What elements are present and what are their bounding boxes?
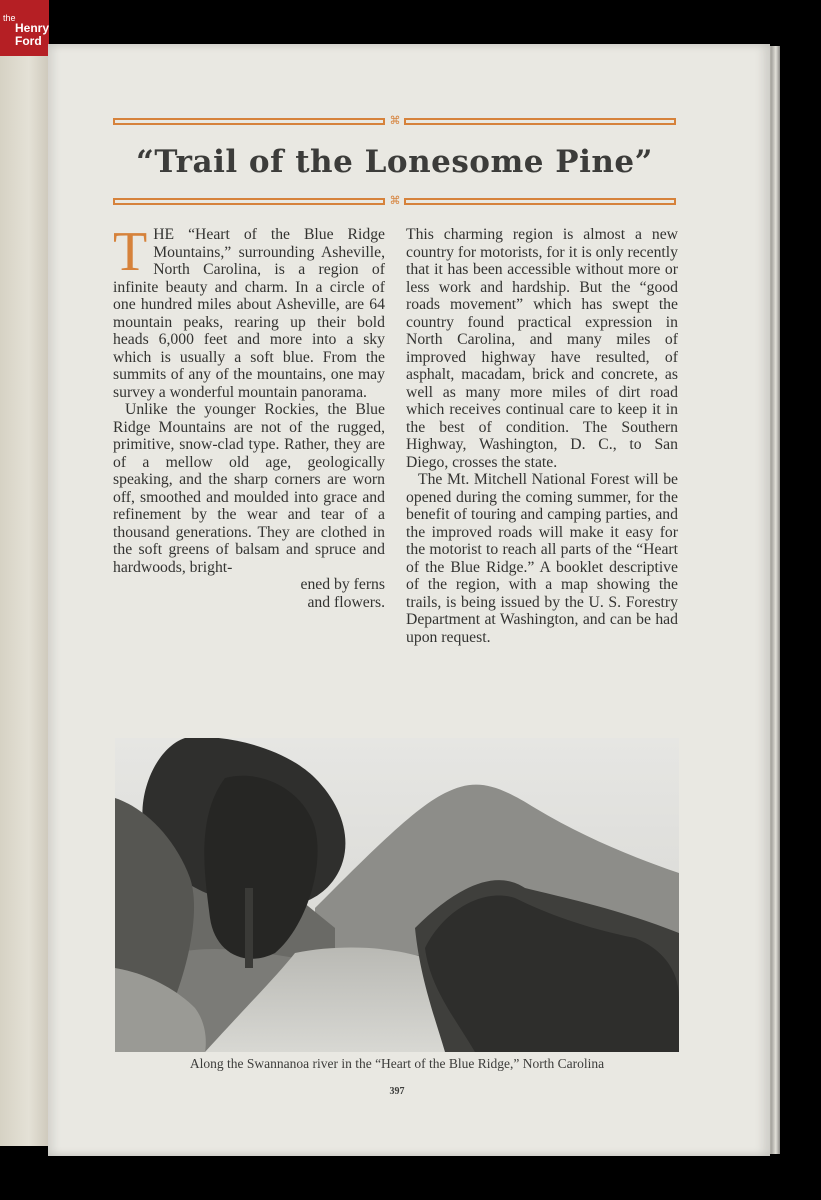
right-column — [406, 226, 678, 646]
magazine-page — [48, 44, 770, 1156]
page-number: 397 — [389, 1086, 405, 1097]
ornamental-rule-bottom — [113, 194, 676, 208]
rule-ornament: ⌘ — [389, 194, 401, 207]
rule-ornament: ⌘ — [389, 114, 401, 127]
photo-illustration — [115, 738, 679, 1052]
left-paragraph-2-tail-2: and flowers. — [307, 593, 385, 611]
logo-text-henry: Henry — [15, 21, 50, 35]
left-paragraph-1 — [113, 221, 385, 401]
left-paragraph-1-text: HE “Heart of the Blue Ridge Mountains,” surrounding Asheville, North Carolina, is a region of infinite beauty and charm. In a circle of one hundred miles about Asheville, are 64 mountain peaks, rearing up their bold heads 6,000 feet and more into a sky which is usually a soft blue. From the summits of any of the mountains, one may survey a wonderful mountain panorama. — [113, 226, 385, 401]
adjacent-page-edge — [0, 56, 48, 1146]
photo-caption: Along the Swannanoa river in the “Heart of the Blue Ridge,” North Carolina — [189, 1056, 605, 1071]
article-title: “Trail of the Lonesome Pine” — [136, 144, 653, 180]
left-column — [113, 221, 385, 611]
henry-ford-logo — [0, 0, 49, 56]
right-paragraph-1: This charming region is almost a new country for motorists, for it is only recently that it has been accessible without more or less work and hardship. But the “good roads movement” which has swept the country found practical expression in North Carolina, and many miles of improved highway have resulted, of asphalt, macadam, brick and concrete, as well as many more miles of dirt road which receives continual care to keep it in the best of condition. The Southern Highway, Washington, D. C., to San Diego, crosses the state. — [406, 226, 678, 471]
drop-cap: T — [113, 221, 148, 283]
logo-text-ford: Ford — [15, 34, 42, 48]
logo-text-the: the — [3, 13, 16, 23]
left-paragraph-2-tail-1: ened by ferns — [300, 576, 385, 593]
mountain-road-photo — [115, 738, 679, 1052]
left-paragraph-2: Unlike the younger Rockies, the Blue Ridge Mountains are not of the rugged, primitive, snow-clad type. Rather, they are of a mellow old age, geologically speaking, and the sharp corners are worn off, smoothed and moulded into grace and refinement by the wear and tear of a thousand generations. They are clothed in the soft greens of balsam and spruce and hardwoods, bright- — [113, 401, 385, 576]
right-paragraph-2: The Mt. Mitchell National Forest will be opened during the coming summer, for the benefit of touring and camping parties, and the improved roads will make it easy for the motorist to reach all parts of the “Heart of the Blue Ridge.” A booklet descriptive of the region, with a map showing the trails, is being issued by the U. S. Forestry Department at Washington, and can be had upon request. — [406, 471, 678, 646]
ornamental-rule-top — [113, 114, 676, 128]
